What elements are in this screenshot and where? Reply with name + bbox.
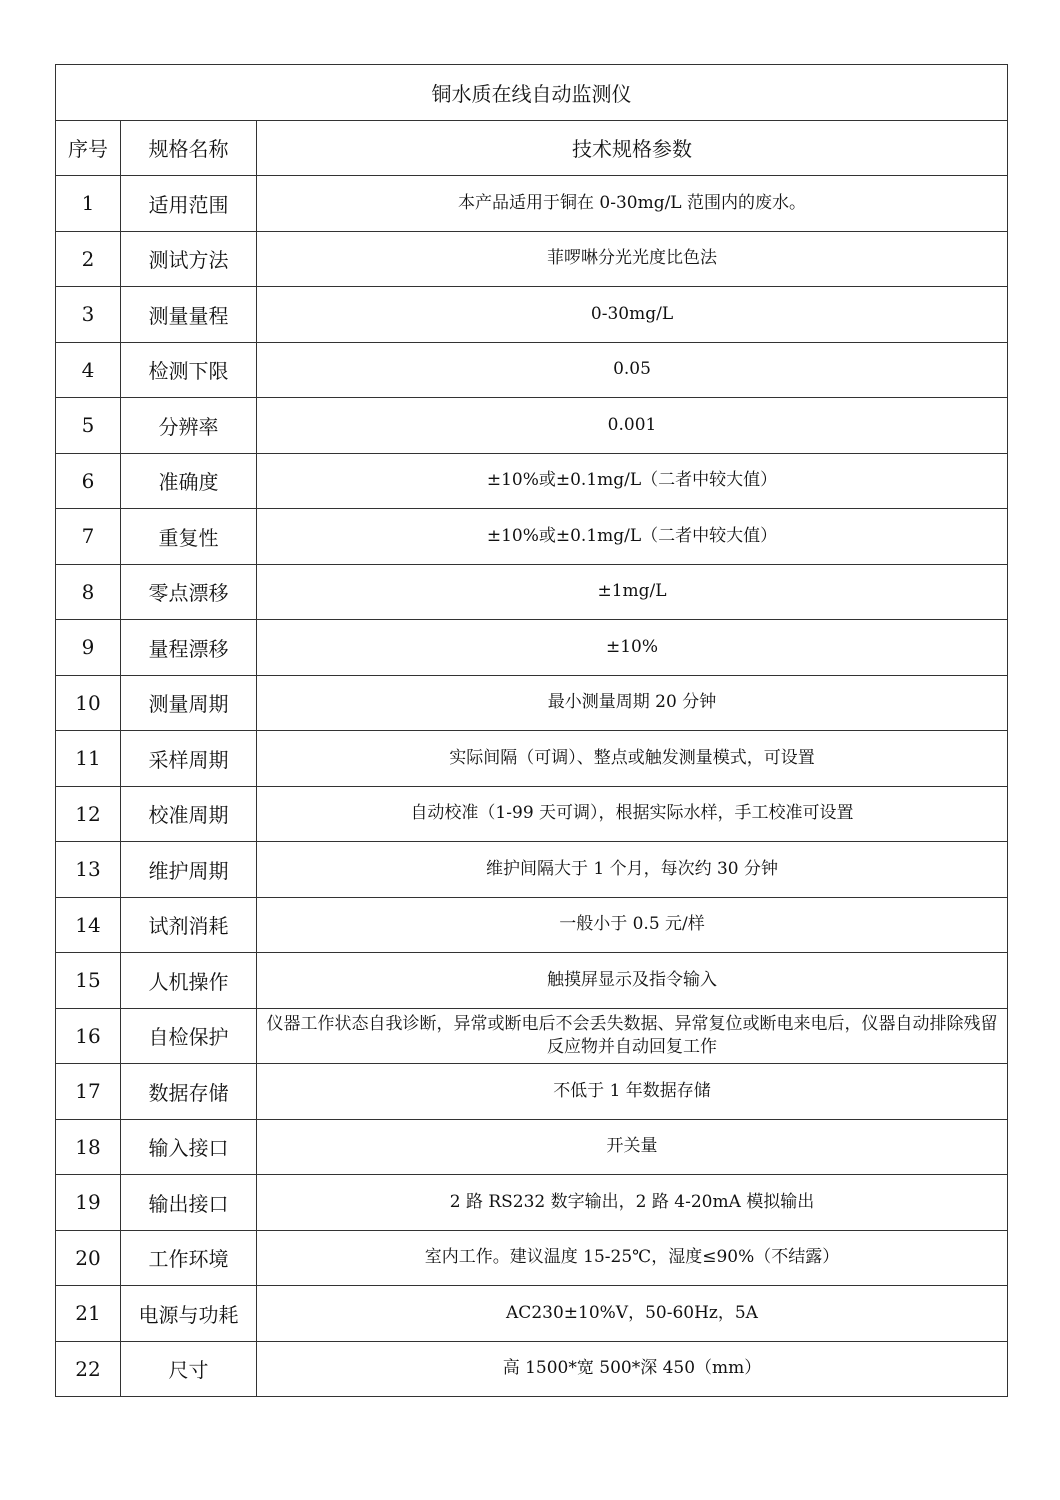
row-index: 5 bbox=[56, 398, 121, 454]
row-name: 检测下限 bbox=[121, 342, 257, 398]
table-row bbox=[56, 398, 1008, 454]
row-value: 仪器工作状态自我诊断，异常或断电后不会丢失数据、异常复位或断电来电后，仪器自动排除残留反应物并自动回复工作 bbox=[257, 1008, 1008, 1064]
spec-table-body bbox=[56, 65, 1008, 1397]
row-index: 14 bbox=[56, 897, 121, 953]
row-value: 本产品适用于铜在 0-30mg/L 范围内的废水。 bbox=[257, 176, 1008, 232]
table-row bbox=[56, 1286, 1008, 1342]
row-index: 16 bbox=[56, 1008, 121, 1064]
row-value: ±1mg/L bbox=[257, 564, 1008, 620]
row-name: 适用范围 bbox=[121, 176, 257, 232]
row-index: 2 bbox=[56, 231, 121, 287]
row-name: 采样周期 bbox=[121, 731, 257, 787]
row-name: 数据存储 bbox=[121, 1064, 257, 1120]
row-index: 9 bbox=[56, 620, 121, 676]
table-row bbox=[56, 675, 1008, 731]
table-row bbox=[56, 287, 1008, 343]
row-value: 室内工作。建议温度 15-25℃，湿度≤90%（不结露） bbox=[257, 1230, 1008, 1286]
table-title: 铜水质在线自动监测仪 bbox=[56, 65, 1008, 121]
row-name: 维护周期 bbox=[121, 842, 257, 898]
table-header-row bbox=[56, 120, 1008, 176]
header-name: 规格名称 bbox=[121, 120, 257, 176]
table-row bbox=[56, 953, 1008, 1009]
row-value: 触摸屏显示及指令输入 bbox=[257, 953, 1008, 1009]
row-index: 20 bbox=[56, 1230, 121, 1286]
header-value: 技术规格参数 bbox=[257, 120, 1008, 176]
row-value: 自动校准（1-99 天可调），根据实际水样，手工校准可设置 bbox=[257, 786, 1008, 842]
row-index: 15 bbox=[56, 953, 121, 1009]
row-index: 1 bbox=[56, 176, 121, 232]
table-row bbox=[56, 1230, 1008, 1286]
row-index: 11 bbox=[56, 731, 121, 787]
table-row bbox=[56, 1008, 1008, 1064]
row-name: 输入接口 bbox=[121, 1119, 257, 1175]
row-name: 电源与功耗 bbox=[121, 1286, 257, 1342]
row-value: 开关量 bbox=[257, 1119, 1008, 1175]
row-index: 3 bbox=[56, 287, 121, 343]
table-row bbox=[56, 509, 1008, 565]
row-index: 6 bbox=[56, 453, 121, 509]
row-index: 19 bbox=[56, 1175, 121, 1231]
row-value: ±10%或±0.1mg/L（二者中较大值） bbox=[257, 509, 1008, 565]
table-row bbox=[56, 564, 1008, 620]
row-name: 量程漂移 bbox=[121, 620, 257, 676]
table-row bbox=[56, 453, 1008, 509]
row-name: 分辨率 bbox=[121, 398, 257, 454]
row-value: 高 1500*宽 500*深 450（mm） bbox=[257, 1341, 1008, 1397]
row-value: 不低于 1 年数据存储 bbox=[257, 1064, 1008, 1120]
table-row bbox=[56, 842, 1008, 898]
table-row bbox=[56, 786, 1008, 842]
row-index: 8 bbox=[56, 564, 121, 620]
row-value: 菲啰啉分光光度比色法 bbox=[257, 231, 1008, 287]
row-name: 测试方法 bbox=[121, 231, 257, 287]
row-value: 2 路 RS232 数字输出，2 路 4-20mA 模拟输出 bbox=[257, 1175, 1008, 1231]
row-name: 试剂消耗 bbox=[121, 897, 257, 953]
row-name: 校准周期 bbox=[121, 786, 257, 842]
row-index: 13 bbox=[56, 842, 121, 898]
table-row bbox=[56, 1175, 1008, 1231]
row-value: 0.001 bbox=[257, 398, 1008, 454]
table-row bbox=[56, 231, 1008, 287]
row-name: 尺寸 bbox=[121, 1341, 257, 1397]
row-value: ±10%或±0.1mg/L（二者中较大值） bbox=[257, 453, 1008, 509]
row-name: 自检保护 bbox=[121, 1008, 257, 1064]
row-index: 7 bbox=[56, 509, 121, 565]
header-index: 序号 bbox=[56, 120, 121, 176]
row-value: AC230±10%V，50-60Hz，5A bbox=[257, 1286, 1008, 1342]
row-name: 输出接口 bbox=[121, 1175, 257, 1231]
row-value: 实际间隔（可调）、整点或触发测量模式，可设置 bbox=[257, 731, 1008, 787]
row-name: 零点漂移 bbox=[121, 564, 257, 620]
table-row bbox=[56, 1119, 1008, 1175]
row-index: 12 bbox=[56, 786, 121, 842]
row-name: 测量量程 bbox=[121, 287, 257, 343]
row-value: 一般小于 0.5 元/样 bbox=[257, 897, 1008, 953]
row-name: 准确度 bbox=[121, 453, 257, 509]
table-row bbox=[56, 1064, 1008, 1120]
row-name: 人机操作 bbox=[121, 953, 257, 1009]
table-title-row bbox=[56, 65, 1008, 121]
table-row bbox=[56, 1341, 1008, 1397]
table-row bbox=[56, 620, 1008, 676]
table-row bbox=[56, 731, 1008, 787]
row-value: 0-30mg/L bbox=[257, 287, 1008, 343]
spec-table bbox=[55, 64, 1008, 1397]
row-index: 17 bbox=[56, 1064, 121, 1120]
row-index: 18 bbox=[56, 1119, 121, 1175]
row-value: 0.05 bbox=[257, 342, 1008, 398]
row-index: 10 bbox=[56, 675, 121, 731]
row-value: 最小测量周期 20 分钟 bbox=[257, 675, 1008, 731]
table-row bbox=[56, 897, 1008, 953]
table-row bbox=[56, 176, 1008, 232]
row-value: ±10% bbox=[257, 620, 1008, 676]
row-index: 4 bbox=[56, 342, 121, 398]
row-name: 工作环境 bbox=[121, 1230, 257, 1286]
row-index: 22 bbox=[56, 1341, 121, 1397]
row-index: 21 bbox=[56, 1286, 121, 1342]
table-row bbox=[56, 342, 1008, 398]
row-value: 维护间隔大于 1 个月，每次约 30 分钟 bbox=[257, 842, 1008, 898]
row-name: 重复性 bbox=[121, 509, 257, 565]
row-name: 测量周期 bbox=[121, 675, 257, 731]
